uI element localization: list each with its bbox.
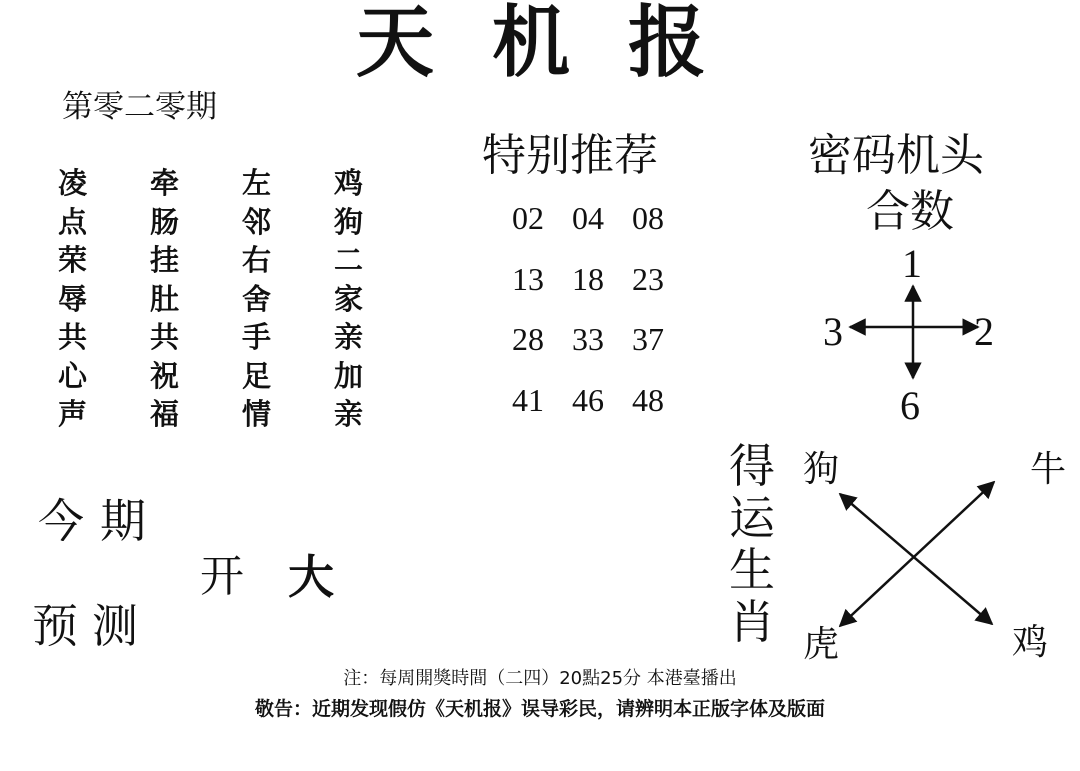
footer-warning: 敬告：近期发现假仿《天机报》误导彩民，请辨明本正版字体及版面 bbox=[254, 698, 825, 720]
poem-char: 狗 bbox=[334, 204, 364, 239]
lucky-char: 生 bbox=[729, 543, 775, 597]
special-number: 13 bbox=[512, 260, 544, 297]
poem-char: 二 bbox=[334, 243, 364, 277]
poem-char: 家 bbox=[334, 281, 364, 316]
poem-char: 祝 bbox=[150, 358, 180, 393]
poem-char: 情 bbox=[242, 397, 272, 431]
code-number-top: 1 bbox=[902, 241, 922, 286]
prediction-char-qi: 期 bbox=[100, 494, 146, 548]
special-number: 33 bbox=[572, 321, 604, 357]
special-recommend-title: 特别推荐 bbox=[482, 130, 658, 181]
poem-char: 舍 bbox=[242, 281, 272, 316]
footer-note: 注：每周開獎時間（二四）20點25分 本港臺播出 bbox=[343, 668, 737, 689]
poem-char: 足 bbox=[242, 358, 272, 393]
prediction-char-yu: 预 bbox=[32, 599, 78, 653]
issue-number: 第零二零期 bbox=[62, 89, 217, 125]
special-number: 04 bbox=[572, 200, 604, 236]
poem-char: 心 bbox=[58, 358, 88, 393]
poem-char: 共 bbox=[150, 320, 180, 354]
poem-char: 挂 bbox=[150, 243, 180, 277]
special-number: 23 bbox=[632, 260, 664, 297]
special-number: 48 bbox=[632, 381, 664, 418]
newspaper-title: 天机报 bbox=[355, 0, 764, 88]
poem-char: 辱 bbox=[58, 281, 88, 316]
zodiac-top-right: 牛 bbox=[1030, 449, 1067, 490]
special-number: 18 bbox=[572, 260, 604, 297]
special-number: 08 bbox=[632, 200, 664, 236]
zodiac-top-left: 狗 bbox=[803, 449, 840, 490]
poem-char: 共 bbox=[58, 320, 88, 354]
poem-char: 肠 bbox=[150, 204, 180, 239]
open-label: 开 bbox=[200, 551, 244, 602]
poem-char: 亲 bbox=[334, 320, 364, 354]
poem-char: 亲 bbox=[334, 397, 364, 431]
poem-char: 荣 bbox=[58, 243, 88, 277]
code-cross-arrows bbox=[850, 286, 978, 378]
prediction-char-jin: 今 bbox=[38, 494, 84, 548]
special-number: 28 bbox=[512, 321, 544, 357]
poem-char: 加 bbox=[334, 358, 364, 393]
code-head-subtitle: 合数 bbox=[866, 186, 954, 237]
lucky-char: 肖 bbox=[729, 595, 775, 649]
code-number-bottom: 6 bbox=[900, 383, 920, 428]
poem-char: 福 bbox=[150, 397, 180, 431]
open-value: 大 bbox=[288, 550, 334, 604]
poem-char: 凌 bbox=[58, 166, 88, 200]
prediction-char-ce: 测 bbox=[92, 599, 138, 653]
poem-char: 牵 bbox=[150, 166, 180, 200]
lucky-char: 运 bbox=[729, 491, 775, 545]
poem-char: 点 bbox=[58, 204, 88, 239]
poem-char: 左 bbox=[242, 166, 272, 200]
poem-char: 邻 bbox=[242, 204, 272, 239]
zodiac-bottom-right: 鸡 bbox=[1012, 622, 1049, 663]
special-number: 02 bbox=[512, 200, 544, 236]
poem-char: 声 bbox=[58, 397, 88, 431]
poem-char: 肚 bbox=[150, 281, 180, 316]
zodiac-cross-arrows bbox=[840, 482, 994, 626]
code-number-right: 2 bbox=[974, 309, 994, 354]
special-number: 41 bbox=[512, 381, 544, 418]
poem-char: 右 bbox=[242, 243, 272, 277]
zodiac-bottom-left: 虎 bbox=[803, 624, 840, 665]
lucky-char: 得 bbox=[729, 439, 775, 493]
poem-char: 手 bbox=[242, 320, 272, 354]
poem-char: 鸡 bbox=[334, 166, 364, 200]
special-number: 46 bbox=[572, 381, 604, 418]
code-head-title: 密码机头 bbox=[808, 130, 984, 181]
special-number: 37 bbox=[632, 321, 664, 357]
code-number-left: 3 bbox=[823, 309, 843, 354]
